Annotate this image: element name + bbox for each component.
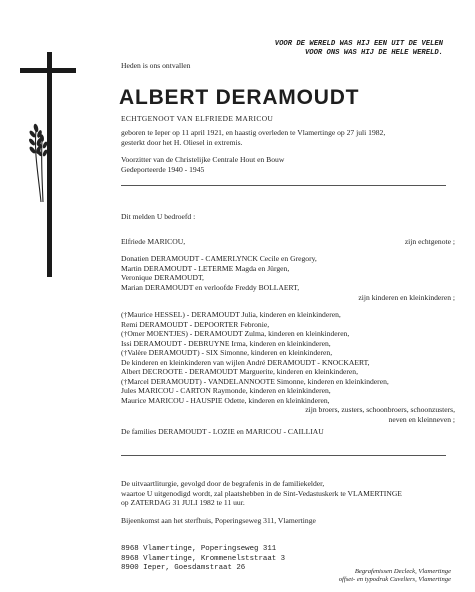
mourner-line: Maurice MARICOU - HAUSPIE Odette, kinderen en kleinkinderen, <box>121 395 330 405</box>
birth-death-line: gesterkt door het H. Oliesel in extremis. <box>121 137 243 147</box>
address-line: 8968 Vlamertinge, Poperingseweg 311 <box>121 545 277 553</box>
funeral-line: op ZATERDAG 31 JULI 1982 te 11 uur. <box>121 498 245 507</box>
funeral-block <box>121 479 402 508</box>
deceased-name: ALBERT DERAMOUDT <box>119 86 360 109</box>
wake-line: Bijeenkomst aan het sterfhuis, Poperingseweg 311, Vlamertinge <box>121 516 316 525</box>
funeral-line: waartoe U uitgenodigd wordt, zal plaatshebben in de Sint-Vedastuskerk te VLAMERTINGE <box>121 488 402 498</box>
mourner-line: Veronique DERAMOUDT, <box>121 273 204 282</box>
mourner-line: De kinderen en kleinkinderen van wijlen André DERAMOUDT - KNOCKAERT, <box>121 357 370 367</box>
functions-block <box>121 155 284 174</box>
mourner-line: (†Omer MOENTJES) - DERAMOUDT Zulma, kinderen en kleinkinderen, <box>121 329 350 338</box>
birth-death-line: geboren te Ieper op 11 april 1921, en haastig overleden te Vlamertinge op 27 juli 1982, <box>121 128 386 137</box>
mourner-line: Marian DERAMOUDT en verloofde Freddy BOLLAERT, <box>121 282 300 292</box>
address-line: 8900 Ieper, Goesdamstraat 26 <box>121 564 246 572</box>
motto-line: VOOR ONS WAS HIJ DE HELE WERELD. <box>304 49 443 58</box>
addresses-block <box>121 545 285 574</box>
divider <box>121 455 446 456</box>
mourner-line: Elfriede MARICOU, <box>121 237 186 246</box>
mourner-line: Donatien DERAMOUDT - CAMERLYNCK Cecile en Gregory, <box>121 254 317 263</box>
mourner-role: zijn echtgenote ; <box>404 237 455 246</box>
mourner-line: (†Maurice HESSEL) - DERAMOUDT Julia, kinderen en kleinkinderen, <box>121 310 341 319</box>
motto <box>275 40 443 59</box>
intro-text: Heden is ons ontvallen <box>121 61 191 70</box>
divider <box>121 185 446 186</box>
printer-credits <box>339 568 451 584</box>
funeral-line: De uitvaartliturgie, gevolgd door de begrafenis in de familiekelder, <box>121 479 325 488</box>
mourner-role: zijn kinderen en kleinkinderen ; <box>358 293 455 302</box>
function-line: Voorzitter van de Christelijke Centrale Hout en Bouw <box>121 155 285 164</box>
birth-death-block <box>121 128 385 147</box>
address-line: 8968 Vlamertinge, Krommenelststraat 3 <box>121 554 286 563</box>
mourner-role <box>305 405 455 424</box>
families-line: De families DERAMOUDT - LOZIE en MARICOU - CAILLIAU <box>121 427 324 436</box>
mourner-role-line: zijn broers, zusters, schoonbroers, schoonzusters, <box>305 405 455 414</box>
mourners-siblings-block <box>121 310 389 405</box>
mourner-line: Issi DERAMOUDT - DEBRUYNE Irma, kinderen en kleinkinderen, <box>121 338 331 348</box>
mourner-line: Martin DERAMOUDT - LETERME Magda en Jürgen, <box>121 263 290 273</box>
credit-line: Begrafenissen Decleck, Vlamertinge <box>354 568 451 575</box>
credit-line: offset- en typodruk Cuveliers, Vlamertinge <box>338 576 451 584</box>
mourner-line: Albert DECROOTE - DERAMOUDT Marguerite, kinderen en kleinkinderen, <box>121 367 358 376</box>
motto-line: VOOR DE WERELD WAS HIJ EEN UIT DE VELEN <box>274 40 443 48</box>
mourner-line: Jules MARICOU - CARTON Raymonde, kinderen en kleinkinderen, <box>121 386 331 395</box>
announce-text: Dit melden U bedroefd : <box>121 212 196 221</box>
mourners-children-block <box>121 254 317 292</box>
function-line: Gedeporteerde 1940 - 1945 <box>121 164 205 174</box>
mourner-line: Remi DERAMOUDT - DEPOORTER Febronie, <box>121 319 270 329</box>
mourner-role-line: neven en kleinneven ; <box>388 414 455 424</box>
mourner-line: (†Valère DERAMOUDT) - SIX Simonne, kinderen en kleinkinderen, <box>121 348 333 357</box>
mourner-line: (†Marcel DERAMOUDT) - VANDELANNOOTE Simonne, kinderen en kleinkinderen, <box>121 376 389 386</box>
cross-with-wheat-icon <box>16 52 78 277</box>
spouse-line: ECHTGENOOT VAN ELFRIEDE MARICOU <box>121 114 274 123</box>
